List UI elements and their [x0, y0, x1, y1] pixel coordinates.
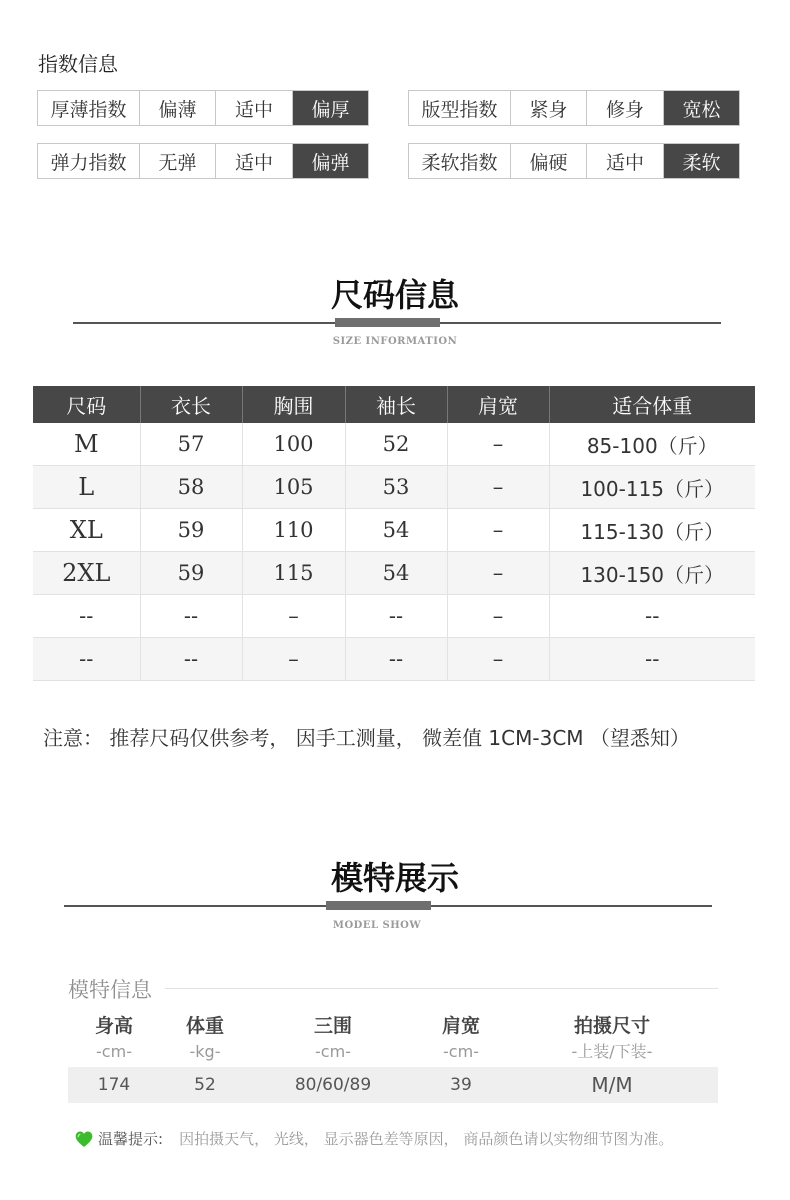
- model-section-title: 模特展示: [330, 859, 459, 897]
- model-unit: -cm-: [315, 1042, 351, 1061]
- table-cell: 54: [345, 552, 447, 595]
- size-note: 注意： 推荐尺码仅供参考， 因手工测量， 微差值 1CM-3CM （望悉知）: [43, 726, 690, 750]
- table-cell: –: [447, 466, 549, 509]
- size-table: [33, 386, 755, 681]
- model-unit: -上装/下装-: [571, 1042, 653, 1061]
- col-header-weight: 适合体重: [549, 386, 755, 423]
- table-cell: –: [447, 552, 549, 595]
- col-header-sleeve: 袖长: [345, 386, 447, 423]
- index-option-selected: 柔软: [663, 144, 739, 178]
- index-label-elasticity: 弹力指数: [50, 151, 127, 174]
- index-option: 偏薄: [139, 91, 215, 125]
- table-cell: 115: [242, 552, 345, 595]
- index-label-softness: 柔软指数: [421, 151, 498, 174]
- table-cell: 58: [140, 466, 242, 509]
- index-row-fit: [408, 90, 740, 126]
- table-cell: 59: [140, 509, 242, 552]
- model-unit: -kg-: [189, 1042, 221, 1061]
- tip-label: 温馨提示:: [98, 1130, 164, 1148]
- model-header-height: 身高: [94, 1015, 133, 1037]
- index-label-thickness: 厚薄指数: [50, 98, 127, 121]
- size-section-subtitle: SIZE INFORMATION: [332, 336, 458, 347]
- table-row: [33, 552, 755, 595]
- model-value: 52: [194, 1075, 216, 1095]
- table-cell: 110: [242, 509, 345, 552]
- table-row: [33, 423, 755, 466]
- model-title-accent-bar: [326, 901, 431, 910]
- model-unit: -cm-: [96, 1042, 132, 1061]
- index-option: 无弹: [139, 144, 215, 178]
- model-info-divider: [165, 988, 718, 989]
- index-option: 偏硬: [510, 144, 586, 178]
- table-cell: --: [549, 638, 755, 681]
- table-cell: --: [345, 595, 447, 638]
- table-cell: 59: [140, 552, 242, 595]
- table-cell: --: [33, 595, 140, 638]
- table-row: [33, 595, 755, 638]
- index-option-selected: 偏厚: [292, 91, 368, 125]
- table-cell: --: [140, 638, 242, 681]
- table-cell: –: [242, 638, 345, 681]
- model-header-row: [68, 1012, 718, 1040]
- model-value: 174: [97, 1075, 131, 1095]
- table-cell: 54: [345, 509, 447, 552]
- table-cell: L: [33, 466, 140, 509]
- model-header-weight: 体重: [185, 1015, 224, 1037]
- index-label-fit: 版型指数: [421, 98, 498, 121]
- model-unit-row: [68, 1040, 718, 1064]
- table-cell: 57: [140, 423, 242, 466]
- table-row: [33, 466, 755, 509]
- size-title-accent-bar: [335, 318, 440, 327]
- table-cell: –: [447, 638, 549, 681]
- table-cell: --: [549, 595, 755, 638]
- col-header-shoulder: 肩宽: [447, 386, 549, 423]
- tip-text: 因拍摄天气， 光线， 显示器色差等原因， 商品颜色请以实物细节图为准。: [179, 1130, 674, 1148]
- table-cell: 100-115（斤）: [549, 466, 755, 509]
- model-info-label: 模特信息: [68, 978, 152, 1002]
- table-row: [33, 509, 755, 552]
- size-section-title: 尺码信息: [330, 276, 459, 314]
- index-row-softness: [408, 143, 740, 179]
- size-table-header-row: [33, 386, 755, 423]
- model-header-size-worn: 拍摄尺寸: [573, 1015, 650, 1037]
- col-header-size: 尺码: [33, 386, 140, 423]
- table-cell: 2XL: [33, 552, 140, 595]
- table-cell: –: [447, 423, 549, 466]
- model-header-shoulder: 肩宽: [441, 1015, 480, 1037]
- table-cell: 130-150（斤）: [549, 552, 755, 595]
- model-value: 80/60/89: [294, 1075, 372, 1095]
- index-option-selected: 宽松: [663, 91, 739, 125]
- model-value-row: [68, 1067, 718, 1103]
- index-option: 紧身: [510, 91, 586, 125]
- index-option: 适中: [586, 144, 663, 178]
- table-cell: –: [447, 509, 549, 552]
- index-row-thickness: [37, 90, 369, 126]
- table-cell: --: [345, 638, 447, 681]
- model-section-subtitle: MODEL SHOW: [332, 920, 422, 931]
- table-cell: 85-100（斤）: [549, 423, 755, 466]
- model-info-grid: [68, 1012, 718, 1103]
- table-cell: 115-130（斤）: [549, 509, 755, 552]
- index-option: 适中: [215, 144, 292, 178]
- model-value: M/M: [591, 1073, 633, 1097]
- tip-line: [74, 1128, 673, 1149]
- index-info-title: 指数信息: [38, 52, 118, 76]
- index-option: 修身: [586, 91, 663, 125]
- green-heart-icon: [74, 1129, 94, 1149]
- table-cell: --: [33, 638, 140, 681]
- table-cell: --: [140, 595, 242, 638]
- table-row: [33, 638, 755, 681]
- table-cell: –: [242, 595, 345, 638]
- model-header-measurements: 三围: [313, 1015, 352, 1037]
- col-header-length: 衣长: [140, 386, 242, 423]
- index-option: 适中: [215, 91, 292, 125]
- table-cell: 53: [345, 466, 447, 509]
- table-cell: 52: [345, 423, 447, 466]
- table-cell: 105: [242, 466, 345, 509]
- model-unit: -cm-: [443, 1042, 479, 1061]
- col-header-bust: 胸围: [242, 386, 345, 423]
- table-cell: M: [33, 423, 140, 466]
- table-cell: 100: [242, 423, 345, 466]
- index-row-elasticity: [37, 143, 369, 179]
- index-option-selected: 偏弹: [292, 144, 368, 178]
- table-cell: XL: [33, 509, 140, 552]
- table-cell: –: [447, 595, 549, 638]
- model-value: 39: [450, 1075, 472, 1095]
